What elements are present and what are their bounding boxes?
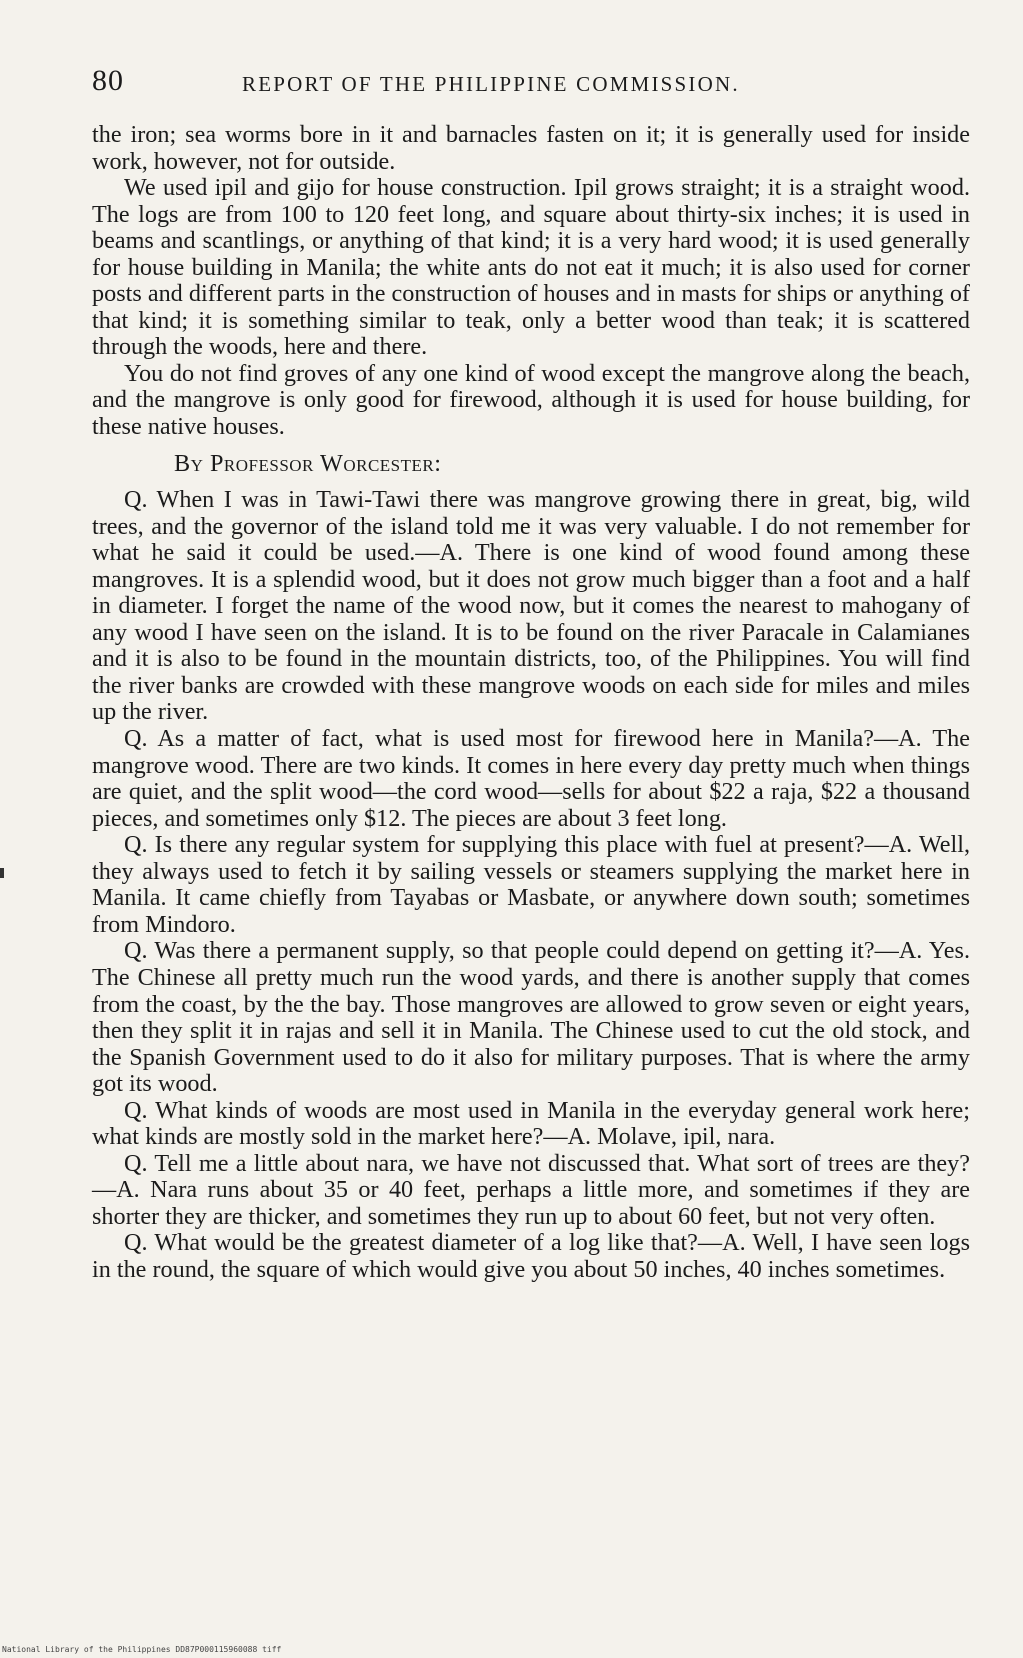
paragraph: Q. Tell me a little about nara, we have not discussed that. What sort of trees are they?—A. Nara runs about 35 or 40 feet, perhaps a little more, and sometimes if they are shorter they are thicker, and sometimes they run up to about 60 feet, but not very often. <box>92 1149 970 1230</box>
paragraph: Q. Is there any regular system for supplying this place with fuel at present?—A. Well, they always used to fetch it by sailing vessels or steamers supplying the market here in Manila. It came chiefly from Tayabas or Masbate, or anywhere down south; sometimes from Mindoro. <box>92 831 970 938</box>
paragraph: the iron; sea worms bore in it and barnacles fasten on it; it is generally used for inside work, however, not for outside. <box>92 121 970 175</box>
paragraph: Q. Was there a permanent supply, so that people could depend on getting it?—A. Yes. The Chinese all pretty much run the wood yards, and there is another supply that comes from the coast, by the the bay. Those mangroves are allowed to grow seven or eight years, then they split it in rajas and sell it in Manila. The Chinese used to cut the old stock, and the Spanish Government used to do it also for military purposes. That is where the army got its wood. <box>92 937 970 1098</box>
body-text <box>92 122 970 1284</box>
paragraph: Q. What kinds of woods are most used in Manila in the everyday general work here; what kinds are mostly sold in the market here?—A. Molave, ipil, nara. <box>92 1096 970 1151</box>
paragraph: Q. When I was in Tawi-Tawi there was mangrove growing there in great, big, wild trees, and the governor of the island told me it was very valuable. I do not remember for what he said it could be used.—A. There is one kind of wood found among these mangroves. It is a splendid wood, but it does not grow much bigger than a foot and a half in diameter. I forget the name of the wood now, but it comes the nearest to mahogany of any wood I have seen on the island. It is to be found on the river Paracale in Calamianes and it is also to be found in the mountain districts, too, of the Philippines. You will find the river banks are crowded with these mangrove woods on each side for miles and miles up the river. <box>92 486 970 726</box>
scan-stamp: National Library of the Philippines DD87P000115960088 tiff <box>2 1645 282 1654</box>
paragraph: We used ipil and gijo for house construction. Ipil grows straight; it is a straight wood. The logs are from 100 to 120 feet long, and square about thirty-six inches; it is used in beams and scantlings, or anything of that kind; it is a very hard wood; it is used generally for house building in Manila; the white ants do not eat it much; it is also used for corner posts and different parts in the construction of houses and in masts for ships or anything of that kind; it is something similar to teak, only a better wood than teak; it is scattered through the woods, here and there. <box>92 174 970 361</box>
scan-speck <box>0 868 4 878</box>
paragraph: Q. What would be the greatest diameter of a log like that?—A. Well, I have seen logs in the round, the square of which would give you about 50 inches, 40 inches sometimes. <box>92 1229 970 1283</box>
running-title: REPORT OF THE PHILIPPINE COMMISSION. <box>242 72 740 96</box>
paragraph: You do not find groves of any one kind of wood except the mangrove along the beach, and the mangrove is only good for firewood, although it is used for house building, for these native houses. <box>92 359 970 441</box>
page-header <box>92 64 970 100</box>
byline: By Professor Worcester: <box>174 449 442 477</box>
paragraph: Q. As a matter of fact, what is used most for firewood here in Manila?—A. The mangrove wood. There are two kinds. It comes in here every day pretty much when things are quiet, and the split wood—the cord wood—sells for about $22 a raja, $22 a thousand pieces, and sometimes only $12. The pieces are about 3 feet long. <box>92 725 970 832</box>
page-number: 80 <box>92 64 124 97</box>
